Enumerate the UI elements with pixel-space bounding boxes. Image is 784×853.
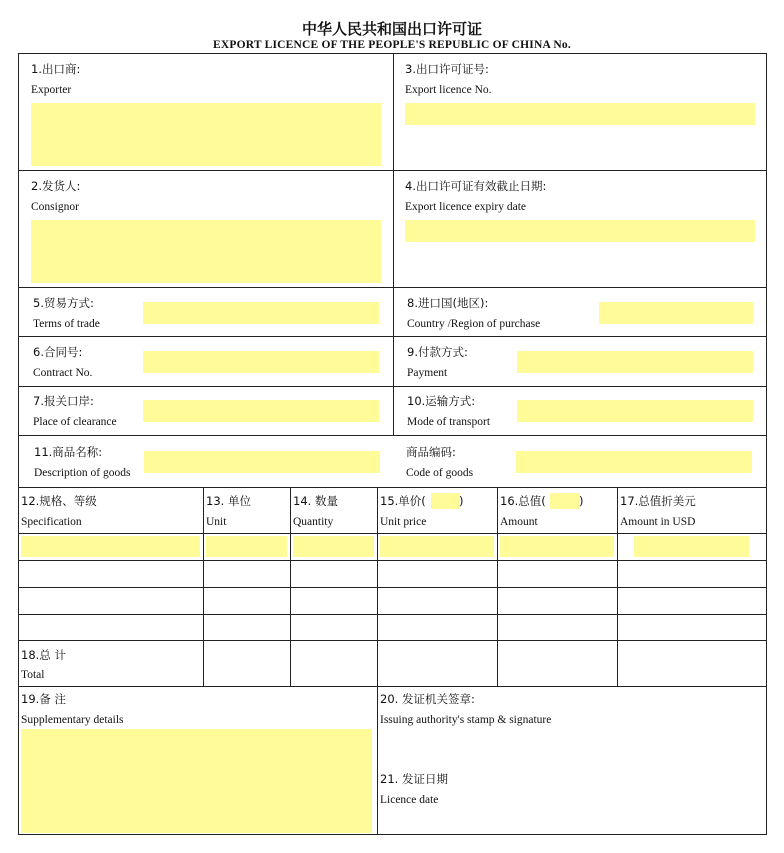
amount-currency-field[interactable] <box>550 493 580 509</box>
transport-label-cn: 10.运输方式: <box>407 394 476 408</box>
supplementary-field[interactable] <box>21 729 372 833</box>
col-amount-close: ) <box>579 494 584 508</box>
divider <box>290 487 291 686</box>
transport-field[interactable] <box>517 400 753 422</box>
divider <box>377 487 378 835</box>
consignor-field[interactable] <box>31 220 381 283</box>
licence-no-label-en: Export licence No. <box>405 84 492 96</box>
col-spec-label-en: Specification <box>21 516 82 528</box>
country-label-en: Country /Region of purchase <box>407 318 541 330</box>
form-title-cn: 中华人民共和国出口许可证 <box>301 20 482 38</box>
contract-field[interactable] <box>143 351 379 373</box>
total-label-en: Total <box>21 669 45 681</box>
divider <box>203 487 204 686</box>
col-amount-label-en: Amount <box>500 516 538 528</box>
clearance-label-cn: 7.报关口岸: <box>33 394 94 408</box>
col-unit-price-label-en: Unit price <box>380 516 427 528</box>
authority-label-en: Issuing authority's stamp & signature <box>380 714 552 726</box>
transport-label-en: Mode of transport <box>407 416 491 428</box>
col-unit-price-close: ) <box>459 494 464 508</box>
clearance-label-en: Place of clearance <box>33 416 117 428</box>
code-label-cn: 商品编码: <box>406 445 456 459</box>
country-label-cn: 8.进口国(地区): <box>407 296 489 310</box>
consignor-label-en: Consignor <box>31 201 79 213</box>
country-field[interactable] <box>599 302 753 324</box>
terms-field[interactable] <box>143 302 379 324</box>
supplementary-label-en: Supplementary details <box>21 714 124 726</box>
goods-label-en: Description of goods <box>34 467 131 479</box>
row1-usd-field[interactable] <box>634 536 749 557</box>
divider <box>18 686 767 687</box>
unit-price-currency-field[interactable] <box>431 493 460 509</box>
licence-date-label-en: Licence date <box>380 794 439 806</box>
contract-label-en: Contract No. <box>33 367 93 379</box>
divider <box>18 487 767 488</box>
code-field[interactable] <box>516 451 752 473</box>
total-label-cn: 18.总 计 <box>21 648 66 662</box>
col-quantity-label-cn: 14. 数量 <box>293 494 338 508</box>
exporter-label-cn: 1.出口商: <box>31 62 81 76</box>
row1-quantity-field[interactable] <box>293 536 374 557</box>
divider <box>497 487 498 686</box>
col-usd-label-en: Amount in USD <box>620 516 696 528</box>
licence-date-label-cn: 21. 发证日期 <box>380 772 448 786</box>
terms-label-cn: 5.贸易方式: <box>33 296 94 310</box>
col-unit-price-label-cn: 15.单价( <box>380 494 426 508</box>
col-unit-label-en: Unit <box>206 516 227 528</box>
payment-label-en: Payment <box>407 367 448 379</box>
payment-field[interactable] <box>517 351 753 373</box>
col-amount-label-cn: 16.总值( <box>500 494 546 508</box>
payment-label-cn: 9.付款方式: <box>407 345 468 359</box>
expiry-field[interactable] <box>405 220 755 242</box>
divider <box>18 560 767 561</box>
clearance-field[interactable] <box>143 400 379 422</box>
divider <box>617 487 618 686</box>
divider <box>393 53 394 435</box>
contract-label-cn: 6.合同号: <box>33 345 83 359</box>
expiry-label-cn: 4.出口许可证有效截止日期: <box>405 179 547 193</box>
supplementary-label-cn: 19.备 注 <box>21 692 66 706</box>
exporter-label-en: Exporter <box>31 84 72 96</box>
licence-no-field[interactable] <box>405 103 755 125</box>
divider <box>18 435 767 436</box>
terms-label-en: Terms of trade <box>33 318 100 330</box>
col-usd-label-cn: 17.总值折美元 <box>620 494 696 508</box>
row1-unit-price-field[interactable] <box>380 536 494 557</box>
col-unit-label-cn: 13. 单位 <box>206 494 251 508</box>
divider <box>18 533 767 534</box>
consignor-label-cn: 2.发货人: <box>31 179 81 193</box>
row1-unit-field[interactable] <box>206 536 287 557</box>
code-label-en: Code of goods <box>406 467 474 479</box>
expiry-label-en: Export licence expiry date <box>405 201 527 213</box>
row1-spec-field[interactable] <box>21 536 200 557</box>
col-quantity-label-en: Quantity <box>293 516 334 528</box>
exporter-field[interactable] <box>31 103 381 166</box>
row1-amount-field[interactable] <box>500 536 614 557</box>
authority-label-cn: 20. 发证机关签章: <box>380 692 475 706</box>
divider <box>18 640 767 641</box>
divider <box>18 614 767 615</box>
form-title-en: EXPORT LICENCE OF THE PEOPLE'S REPUBLIC OF CHINA No. <box>213 39 571 51</box>
licence-no-label-cn: 3.出口许可证号: <box>405 62 489 76</box>
goods-label-cn: 11.商品名称: <box>34 445 103 459</box>
goods-field[interactable] <box>144 451 380 473</box>
divider <box>18 587 767 588</box>
col-spec-label-cn: 12.规格、等级 <box>21 494 97 508</box>
